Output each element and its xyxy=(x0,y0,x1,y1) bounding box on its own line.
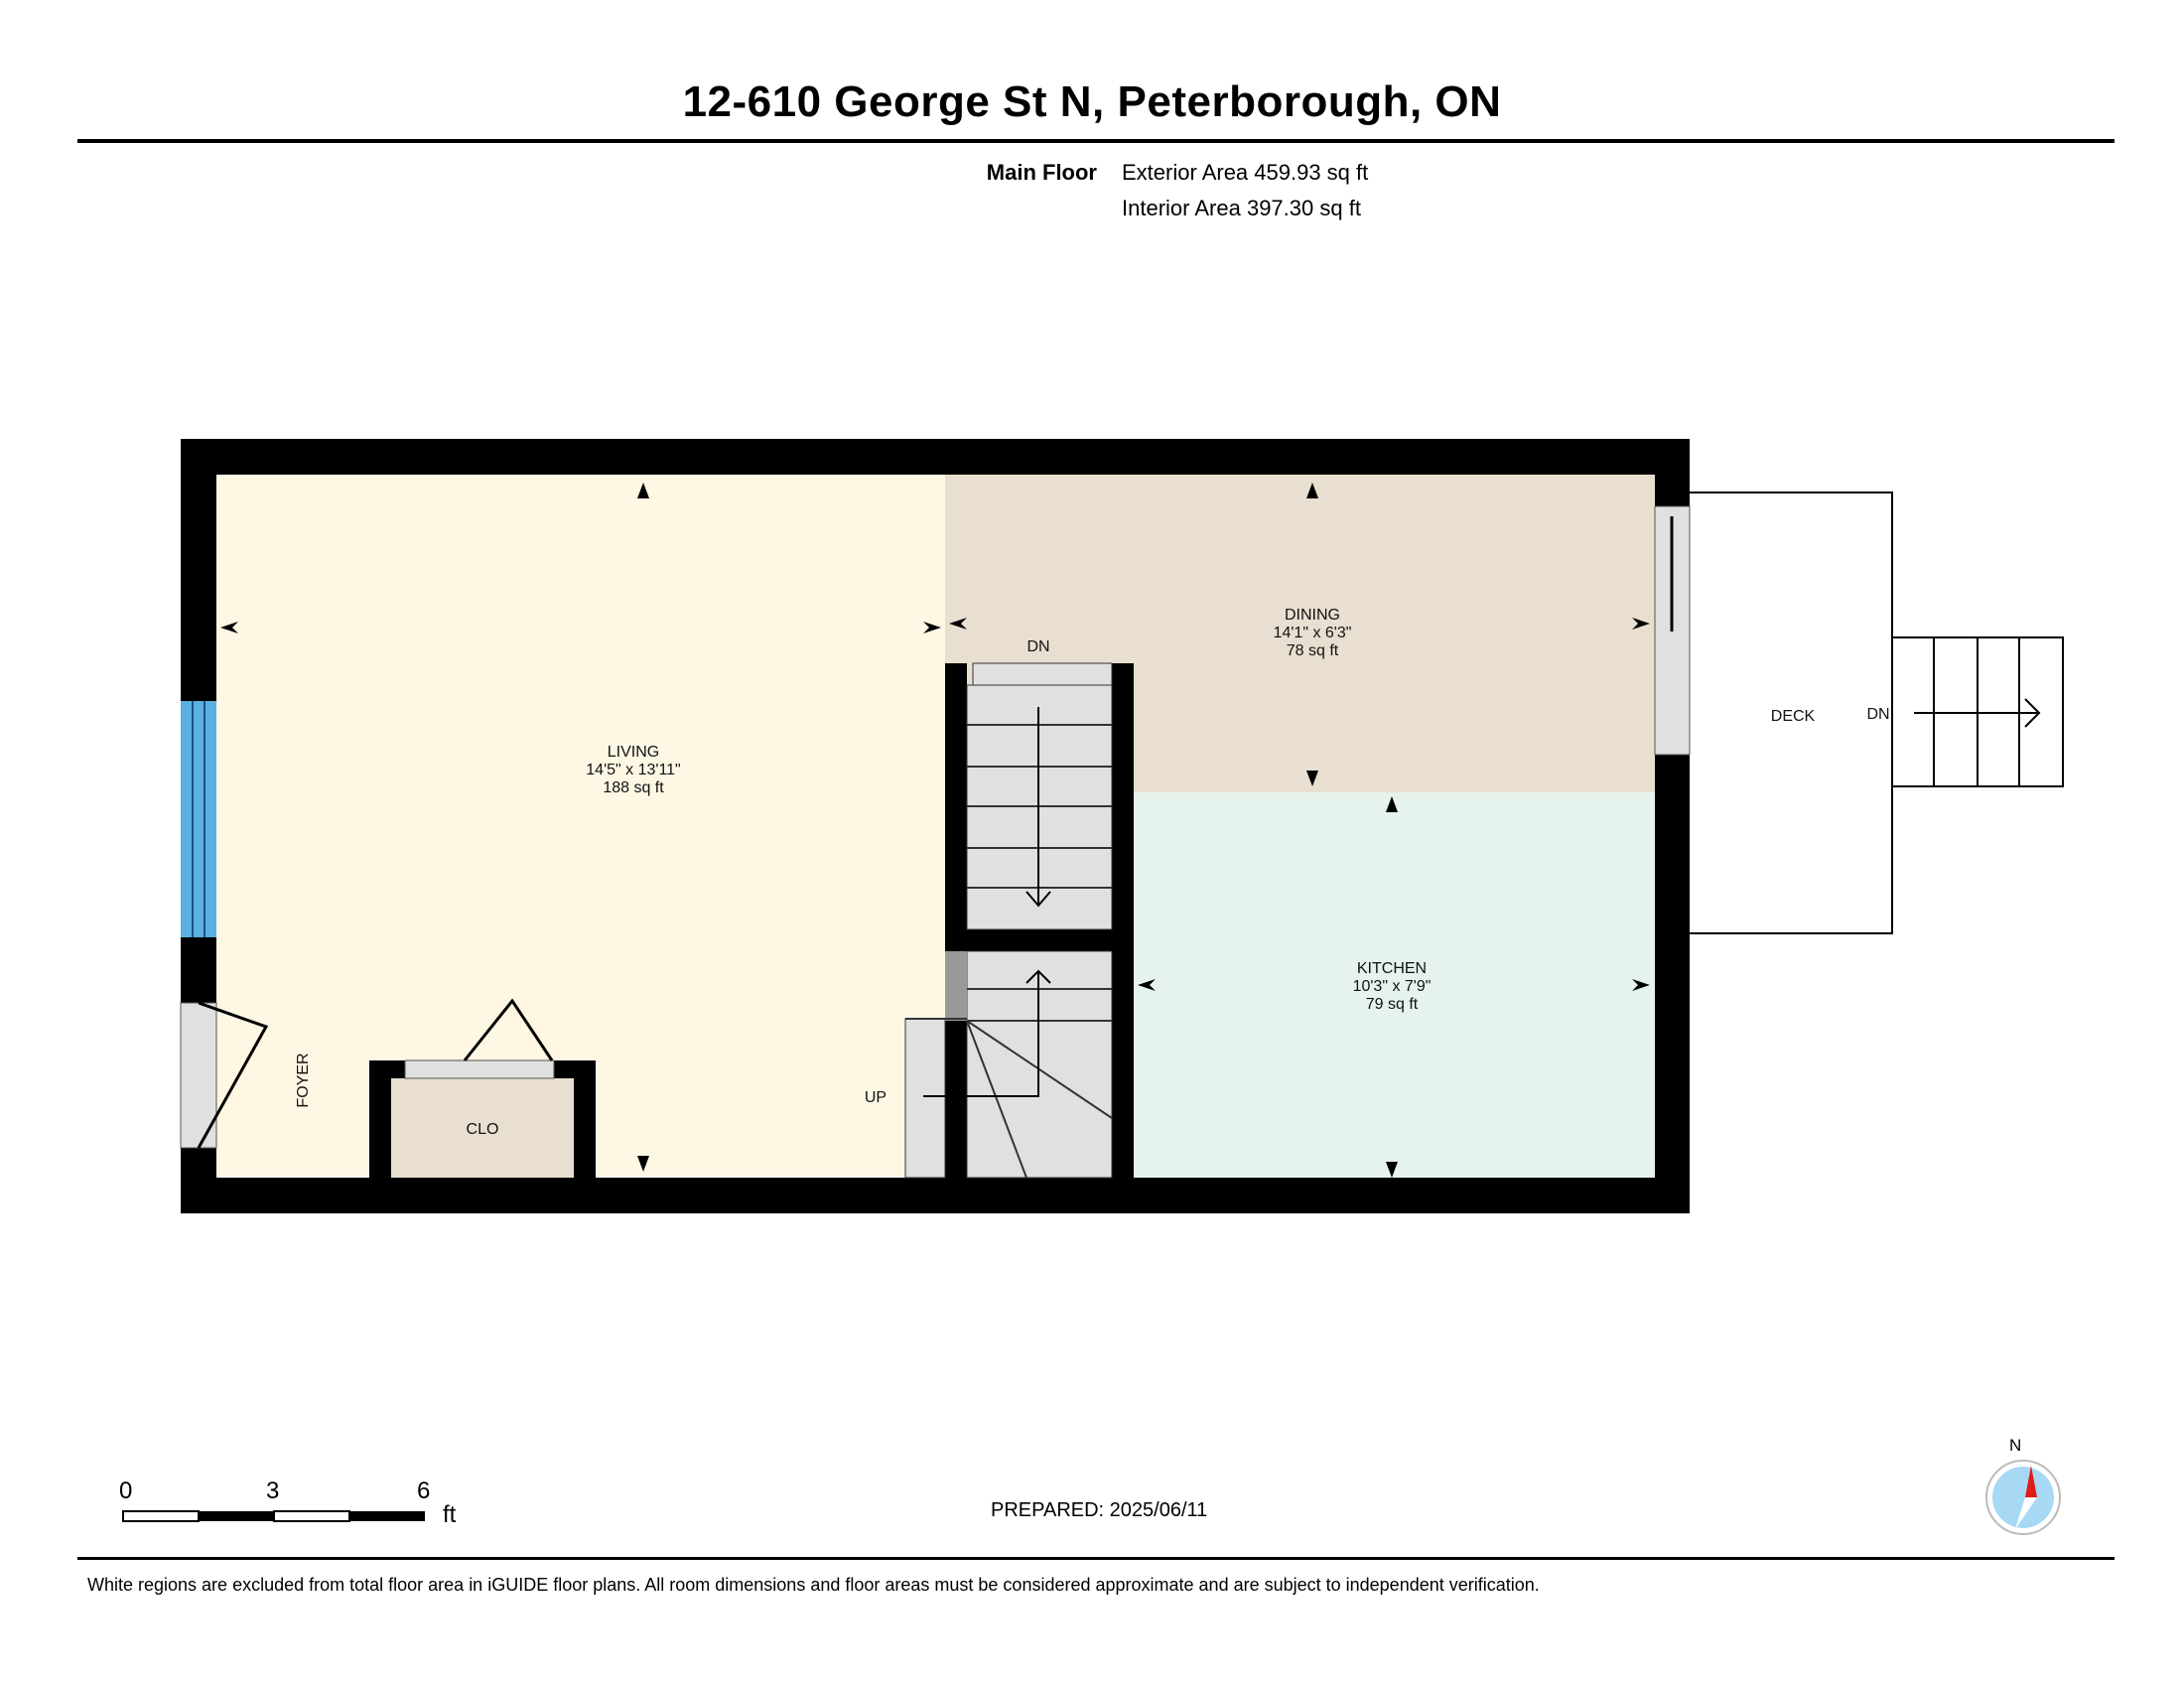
kitchen-dims: 10'3" x 7'9" xyxy=(1352,978,1432,995)
stair-landing-wall xyxy=(945,929,1134,951)
floor-name: Main Floor xyxy=(986,160,1097,185)
living-label: LIVING xyxy=(607,744,660,761)
scale-tick-6: 6 xyxy=(417,1477,431,1504)
kitchen-area: 79 sq ft xyxy=(1365,996,1419,1013)
scale-bar xyxy=(123,1511,425,1521)
wall-north xyxy=(181,439,1690,475)
closet-door xyxy=(405,1060,554,1078)
dining-area: 78 sq ft xyxy=(1286,642,1339,659)
deck-stairs-label: DN xyxy=(1866,706,1890,723)
scale-tick-0: 0 xyxy=(119,1477,133,1504)
living-area: 188 sq ft xyxy=(603,779,664,796)
wall-east-lower xyxy=(1655,755,1690,1213)
stair-wall-east xyxy=(1112,663,1134,1178)
stairs-up-label: UP xyxy=(864,1089,887,1106)
wall-east-upper xyxy=(1655,439,1690,506)
exterior-area: Exterior Area 459.93 sq ft xyxy=(1122,160,1369,185)
stair-post xyxy=(945,951,967,1021)
prepared-date: PREPARED: 2025/06/11 xyxy=(991,1499,1208,1521)
scale-tick-3: 3 xyxy=(266,1477,280,1504)
closet-label: CLO xyxy=(466,1121,499,1138)
dining-label: DINING xyxy=(1285,607,1340,624)
scale-unit: ft xyxy=(443,1501,457,1528)
compass-icon xyxy=(1986,1461,2060,1534)
stair-wall-west xyxy=(945,663,967,1178)
living-dims: 14'5" x 13'11" xyxy=(586,762,681,778)
dining-dims: 14'1" x 6'3" xyxy=(1273,625,1352,641)
stairs-down-label: DN xyxy=(1026,638,1050,655)
footer-disclaimer: White regions are excluded from total floor area in iGUIDE floor plans. All room dimensions and floor areas must be considered approximate and are subject to independent verification. xyxy=(87,1575,1540,1595)
kitchen-label: KITCHEN xyxy=(1356,960,1428,977)
interior-area: Interior Area 397.30 sq ft xyxy=(1122,196,1361,220)
wall-south xyxy=(181,1178,1690,1213)
deck-label: DECK xyxy=(1770,708,1816,725)
page-title: 12-610 George St N, Peterborough, ON xyxy=(682,77,1502,126)
compass-north-label: N xyxy=(2009,1436,2022,1455)
west-window xyxy=(181,701,216,937)
foyer-label: FOYER xyxy=(295,1053,312,1108)
footer-divider xyxy=(77,1557,2115,1560)
